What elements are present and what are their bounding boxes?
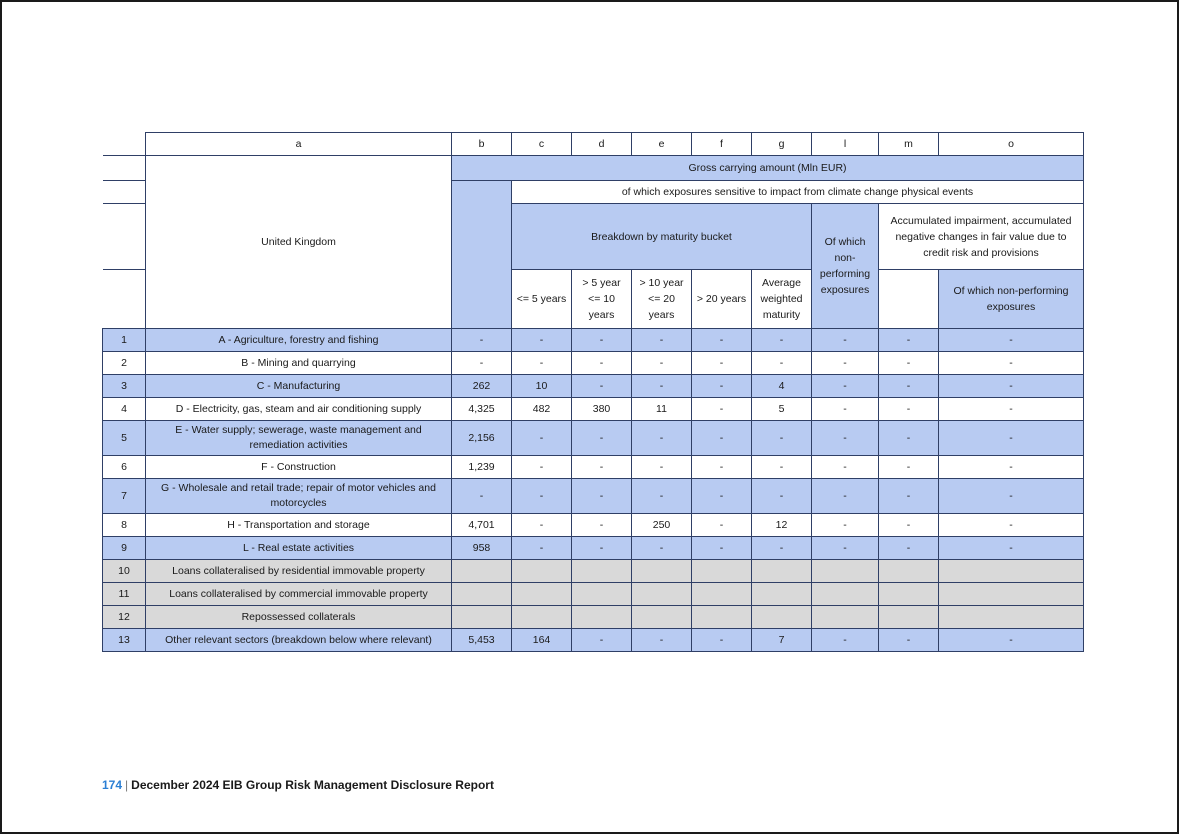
row-number: 11 [103,583,146,606]
value-cell [572,560,632,583]
row-number: 9 [103,537,146,560]
row-number: 3 [103,375,146,398]
value-cell: - [879,421,939,456]
row-label: Loans collateralised by commercial immovable property [146,583,452,606]
table-row [103,537,1084,560]
value-cell [572,583,632,606]
column-letter: l [812,133,879,156]
value-cell: 380 [572,398,632,421]
page-number: 174 [102,778,123,792]
value-cell: - [572,514,632,537]
value-cell: - [632,421,692,456]
value-cell: - [632,329,692,352]
sensitive-exposures-header: of which exposures sensitive to impact from climate change physical events [512,181,1084,204]
value-cell: - [812,629,879,652]
table-row [103,375,1084,398]
column-letter: e [632,133,692,156]
value-cell: - [812,352,879,375]
table-row [103,629,1084,652]
table-row [103,352,1084,375]
row-label: B - Mining and quarrying [146,352,452,375]
value-cell: - [692,398,752,421]
value-cell: - [939,352,1084,375]
maturity-breakdown-header: Breakdown by maturity bucket [512,204,812,270]
row-label: H - Transportation and storage [146,514,452,537]
value-cell: - [939,537,1084,560]
value-cell: - [572,537,632,560]
value-cell [939,606,1084,629]
value-cell: 7 [752,629,812,652]
value-cell [812,583,879,606]
value-cell: - [939,375,1084,398]
value-cell: - [879,329,939,352]
value-cell: 4,701 [452,514,512,537]
row-number: 7 [103,479,146,514]
value-cell: - [812,456,879,479]
value-cell [752,583,812,606]
non-performing-header: Of which non-performing exposures [812,204,879,329]
table-row [103,398,1084,421]
value-cell: - [452,329,512,352]
value-cell: 4 [752,375,812,398]
bucket-header: <= 5 years [512,270,572,329]
value-cell: - [752,479,812,514]
column-letter: f [692,133,752,156]
value-cell: - [572,479,632,514]
acc-non-performing-header: Of which non-performing exposures [939,270,1084,329]
value-cell: - [812,479,879,514]
row-number: 8 [103,514,146,537]
value-cell [632,560,692,583]
table-row [103,583,1084,606]
row-label: Other relevant sectors (breakdown below where relevant) [146,629,452,652]
value-cell [452,606,512,629]
gross-carrying-header: Gross carrying amount (Mln EUR) [452,156,1084,181]
value-cell: 4,325 [452,398,512,421]
row-number: 5 [103,421,146,456]
value-cell: - [879,479,939,514]
value-cell: 1,239 [452,456,512,479]
value-cell: - [692,421,752,456]
value-cell [812,560,879,583]
row-number: 13 [103,629,146,652]
value-cell [512,583,572,606]
row-label: Repossessed collaterals [146,606,452,629]
value-cell: - [512,352,572,375]
value-cell: - [572,375,632,398]
value-cell: - [812,421,879,456]
row-label: G - Wholesale and retail trade; repair of motor vehicles and motorcycles [146,479,452,514]
value-cell: 482 [512,398,572,421]
column-letter: c [512,133,572,156]
row-label: F - Construction [146,456,452,479]
value-cell: - [452,479,512,514]
value-cell: 958 [452,537,512,560]
country-header: United Kingdom [146,156,452,329]
value-cell [812,606,879,629]
column-letter: g [752,133,812,156]
value-cell: - [879,629,939,652]
row-number: 2 [103,352,146,375]
bucket-header: > 20 years [692,270,752,329]
row-number: 1 [103,329,146,352]
value-cell: - [752,537,812,560]
table-row [103,560,1084,583]
value-cell [512,560,572,583]
page-footer [102,778,494,792]
value-cell: - [812,329,879,352]
value-cell: 262 [452,375,512,398]
footer-separator: | [125,778,129,792]
table-row [103,456,1084,479]
bucket-header: Average weighted maturity [752,270,812,329]
row-number: 4 [103,398,146,421]
value-cell: - [879,352,939,375]
row-number: 12 [103,606,146,629]
row-label: E - Water supply; sewerage, waste management and remediation activities [146,421,452,456]
value-cell: - [939,421,1084,456]
value-cell: - [752,352,812,375]
value-cell: - [939,514,1084,537]
table-row [103,479,1084,514]
value-cell: - [512,479,572,514]
value-cell: - [632,629,692,652]
column-letter: m [879,133,939,156]
table-row [103,329,1084,352]
value-cell: - [692,375,752,398]
row-label: A - Agriculture, forestry and fishing [146,329,452,352]
report-title: December 2024 EIB Group Risk Management Disclosure Report [131,778,494,792]
value-cell: - [879,398,939,421]
value-cell: - [452,352,512,375]
value-cell [939,560,1084,583]
value-cell: - [752,421,812,456]
value-cell: - [812,537,879,560]
value-cell: - [879,375,939,398]
value-cell [452,560,512,583]
accumulated-total-column-header [879,270,939,329]
value-cell: - [939,479,1084,514]
value-cell: - [692,514,752,537]
value-cell: - [692,352,752,375]
value-cell: - [752,329,812,352]
row-number: 10 [103,560,146,583]
value-cell: - [632,352,692,375]
value-cell: - [692,329,752,352]
value-cell: - [512,456,572,479]
value-cell: - [572,629,632,652]
value-cell: - [939,629,1084,652]
value-cell: - [692,479,752,514]
row-label: Loans collateralised by residential immovable property [146,560,452,583]
bucket-header: > 5 year <= 10 years [572,270,632,329]
gross-total-column-header [452,181,512,329]
value-cell: - [512,537,572,560]
value-cell: - [939,398,1084,421]
value-cell [752,560,812,583]
row-label: C - Manufacturing [146,375,452,398]
bucket-header: > 10 year <= 20 years [632,270,692,329]
table-row [103,606,1084,629]
column-letter-row [103,133,1084,156]
value-cell: - [572,456,632,479]
value-cell: - [512,421,572,456]
value-cell: - [512,329,572,352]
value-cell: 2,156 [452,421,512,456]
value-cell [879,560,939,583]
value-cell: - [692,629,752,652]
table-body [103,329,1084,652]
value-cell [752,606,812,629]
value-cell: - [572,352,632,375]
value-cell: 5 [752,398,812,421]
accumulated-impairment-header: Accumulated impairment, accumulated negative changes in fair value due to credit risk and provisions [879,204,1084,270]
column-letter: a [146,133,452,156]
value-cell [572,606,632,629]
value-cell: - [632,375,692,398]
value-cell: - [939,329,1084,352]
value-cell: - [632,479,692,514]
value-cell: 5,453 [452,629,512,652]
value-cell: - [632,537,692,560]
value-cell: - [879,456,939,479]
value-cell [692,560,752,583]
value-cell: 250 [632,514,692,537]
row-number: 6 [103,456,146,479]
value-cell [632,606,692,629]
value-cell [939,583,1084,606]
value-cell: - [512,514,572,537]
value-cell: 10 [512,375,572,398]
value-cell: - [812,514,879,537]
value-cell: - [879,514,939,537]
value-cell [452,583,512,606]
value-cell [692,606,752,629]
value-cell: - [692,456,752,479]
table-row [103,514,1084,537]
value-cell [512,606,572,629]
climate-exposure-table [102,132,1084,652]
value-cell [632,583,692,606]
value-cell: - [812,375,879,398]
value-cell: 11 [632,398,692,421]
value-cell: - [752,456,812,479]
value-cell: - [572,421,632,456]
value-cell: - [939,456,1084,479]
value-cell [692,583,752,606]
value-cell: - [692,537,752,560]
column-letter: d [572,133,632,156]
value-cell: 164 [512,629,572,652]
value-cell: - [879,537,939,560]
value-cell: - [812,398,879,421]
value-cell [879,606,939,629]
row-label: D - Electricity, gas, steam and air conditioning supply [146,398,452,421]
row-label: L - Real estate activities [146,537,452,560]
column-letter: b [452,133,512,156]
value-cell [879,583,939,606]
value-cell: 12 [752,514,812,537]
value-cell: - [572,329,632,352]
value-cell: - [632,456,692,479]
table-row [103,421,1084,456]
column-letter: o [939,133,1084,156]
